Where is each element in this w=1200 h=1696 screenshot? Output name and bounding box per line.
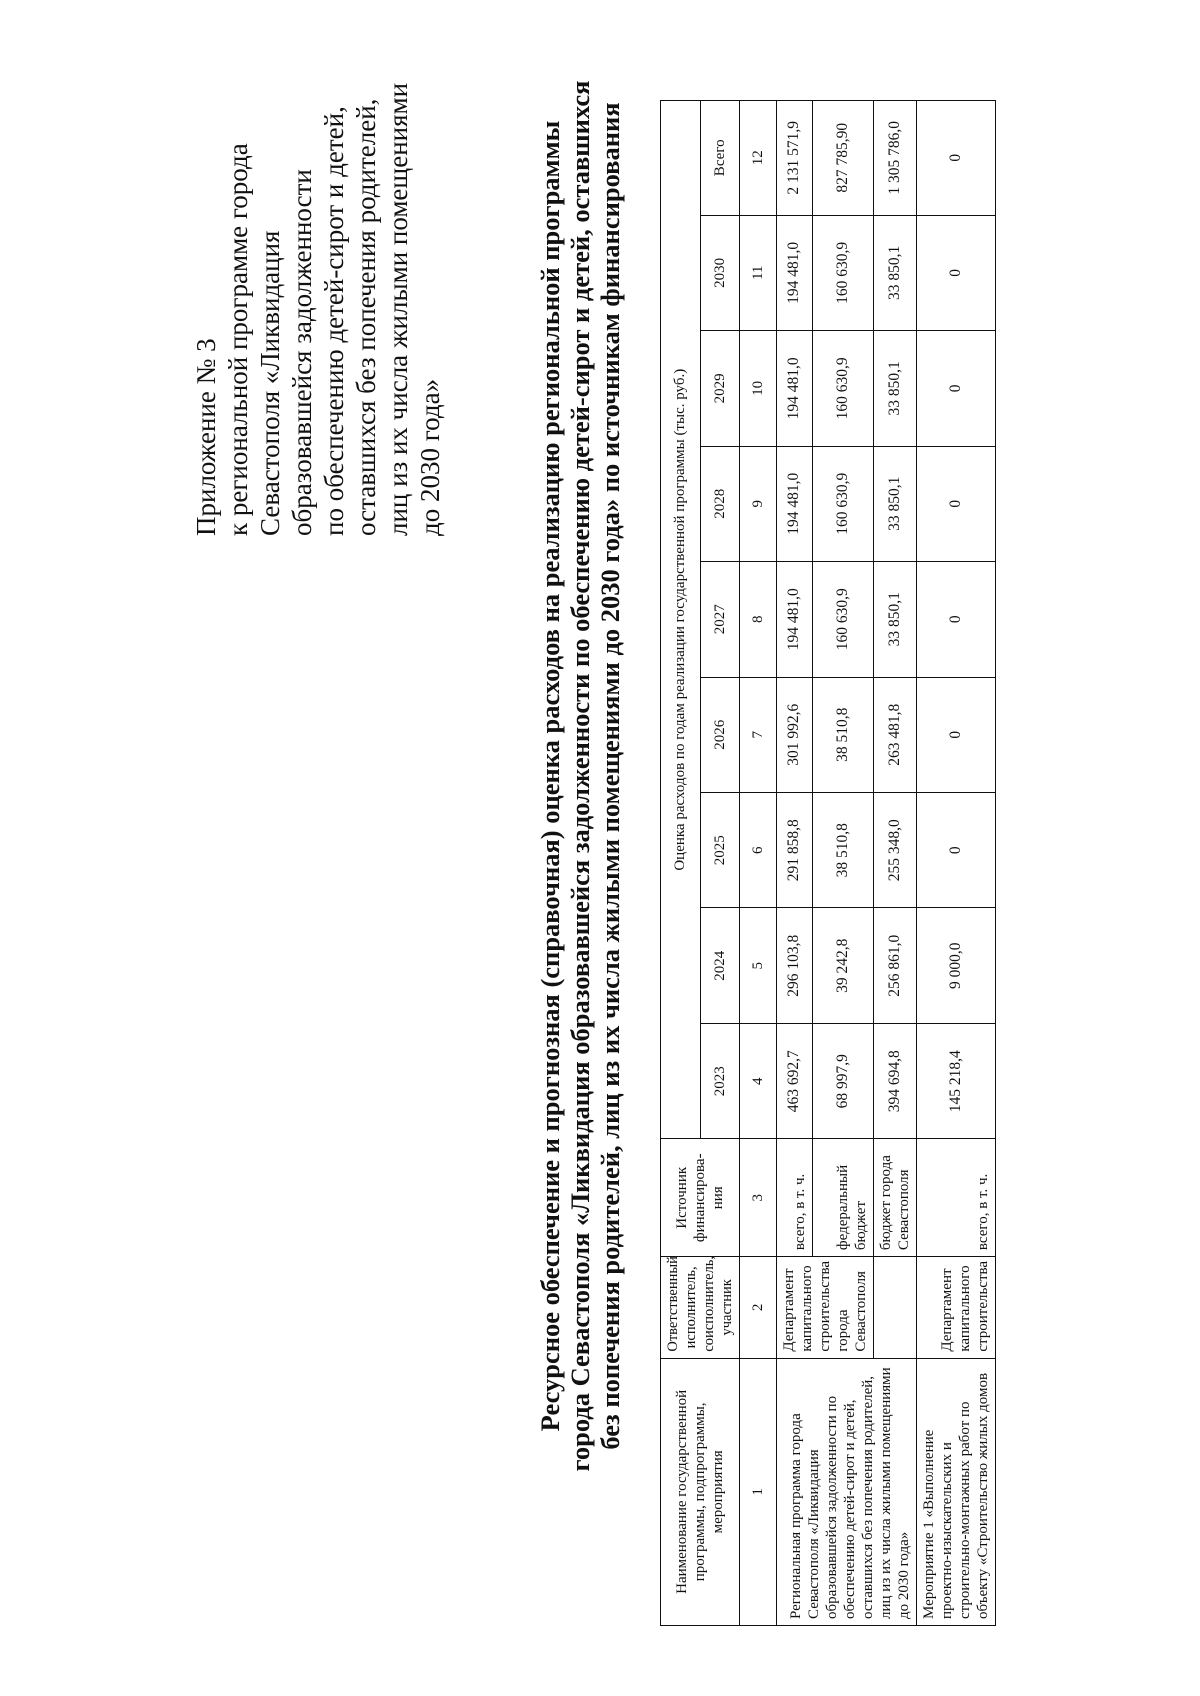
total-cell: 2 131 571,9: [777, 101, 813, 216]
value-cell: 291 858,8: [777, 793, 813, 908]
header-year: 2027: [700, 562, 740, 677]
appendix-header: [190, 16, 446, 536]
column-index: 12: [740, 101, 777, 216]
value-cell: 194 481,0: [777, 446, 813, 561]
column-index: 10: [740, 331, 777, 446]
empty-cell: [874, 1257, 917, 1359]
table-row: [917, 101, 996, 1626]
appendix-line: оставшихся без попечения родителей,: [351, 98, 381, 536]
title-line: Ресурсное обеспечение и прогнозная (справочная) оценка расходов на реализацию региональной программы: [535, 120, 565, 1432]
value-cell: 145 218,4: [917, 1023, 996, 1138]
column-index: 7: [740, 677, 777, 792]
value-cell: 160 630,9: [812, 446, 873, 561]
value-cell: 255 348,0: [874, 793, 917, 908]
document-title: [535, 0, 625, 1556]
column-index: 8: [740, 562, 777, 677]
financing-table: [660, 100, 996, 1626]
value-cell: 33 850,1: [874, 446, 917, 561]
total-cell: 827 785,90: [812, 101, 873, 216]
column-index: 2: [740, 1257, 777, 1359]
header-year: 2026: [700, 677, 740, 792]
value-cell: 296 103,8: [777, 908, 813, 1023]
value-cell: 33 850,1: [874, 562, 917, 677]
value-cell: 0: [917, 677, 996, 792]
title-line: без попечения родителей, лиц из их числа жилыми помещениями до 2030 года» по источникам финансирования: [595, 102, 625, 1450]
program-executor: Департамент капитального строительства города Севастополя: [777, 1257, 874, 1359]
table-row: [777, 101, 813, 1626]
header-year: 2029: [700, 331, 740, 446]
value-cell: 39 242,8: [812, 908, 873, 1023]
source-cell: бюджет города Севастополя: [874, 1139, 917, 1257]
measure-name: Мероприятие 1 «Выполнение проектно-изыскательских и строительно-монтажных работ по объекту «Строительство жилых домов: [917, 1358, 996, 1625]
header-year: 2025: [700, 793, 740, 908]
measure-executor: Департамент капитального строительства: [917, 1257, 996, 1359]
appendix-line: к региональной программе города: [223, 143, 253, 536]
value-cell: 194 481,0: [777, 215, 813, 330]
header-total: Всего: [700, 101, 740, 216]
value-cell: 38 510,8: [812, 677, 873, 792]
appendix-line: лиц из их числа жилыми помещениями: [383, 82, 413, 536]
value-cell: 160 630,9: [812, 331, 873, 446]
value-cell: 68 997,9: [812, 1023, 873, 1138]
value-cell: 38 510,8: [812, 793, 873, 908]
total-cell: 1 305 786,0: [874, 101, 917, 216]
header-executor: Ответственный исполнитель, соисполнитель, участник: [661, 1257, 740, 1359]
value-cell: 463 692,7: [777, 1023, 813, 1138]
value-cell: 263 481,8: [874, 677, 917, 792]
value-cell: 194 481,0: [777, 562, 813, 677]
source-cell: всего, в т. ч.: [917, 1139, 996, 1257]
value-cell: 194 481,0: [777, 331, 813, 446]
source-cell: всего, в т. ч.: [777, 1139, 813, 1257]
column-index-row: [740, 101, 777, 1626]
appendix-line: Севастополя «Ликвидация: [255, 230, 285, 536]
total-cell: 0: [917, 101, 996, 216]
title-line: города Севастополя «Ликвидация образовавшейся задолженности по обеспечению детей-сирот и детей, оставшихся: [565, 80, 595, 1472]
column-index: 9: [740, 446, 777, 561]
value-cell: 33 850,1: [874, 331, 917, 446]
column-index: 6: [740, 793, 777, 908]
value-cell: 160 630,9: [812, 562, 873, 677]
appendix-line: образовавшейся задолженности: [287, 169, 317, 536]
value-cell: 0: [917, 793, 996, 908]
header-source: Источник финансирова-ния: [661, 1139, 740, 1257]
value-cell: 33 850,1: [874, 215, 917, 330]
appendix-line: по обеспечению детей-сирот и детей,: [319, 106, 349, 536]
header-row: [661, 101, 701, 1626]
value-cell: 394 694,8: [874, 1023, 917, 1138]
column-index: 3: [740, 1139, 777, 1257]
header-year: 2028: [700, 446, 740, 561]
value-cell: 256 861,0: [874, 908, 917, 1023]
column-index: 5: [740, 908, 777, 1023]
source-cell: федеральный бюджет: [812, 1139, 873, 1257]
header-year: 2023: [700, 1023, 740, 1138]
column-index: 4: [740, 1023, 777, 1138]
column-index: 1: [740, 1358, 777, 1625]
appendix-line: Приложение № 3: [191, 338, 221, 536]
header-estimate: Оценка расходов по годам реализации государственной программы (тыс. руб.): [661, 101, 701, 1139]
value-cell: 160 630,9: [812, 215, 873, 330]
program-name: Региональная программа города Севастополя «Ликвидация образовавшейся задолженности по обеспечению детей-сирот и детей, оставшихся без попечения родителей, лиц из их числа жилыми помещениями до 2030 года»: [777, 1358, 917, 1625]
value-cell: 9 000,0: [917, 908, 996, 1023]
header-name: Наименование государственной программы, подпрограммы, мероприятия: [661, 1358, 740, 1625]
value-cell: 0: [917, 562, 996, 677]
value-cell: 0: [917, 331, 996, 446]
column-index: 11: [740, 215, 777, 330]
header-year: 2030: [700, 215, 740, 330]
header-year: 2024: [700, 908, 740, 1023]
value-cell: 0: [917, 446, 996, 561]
value-cell: 301 992,6: [777, 677, 813, 792]
value-cell: 0: [917, 215, 996, 330]
appendix-line: до 2030 года»: [415, 378, 445, 536]
